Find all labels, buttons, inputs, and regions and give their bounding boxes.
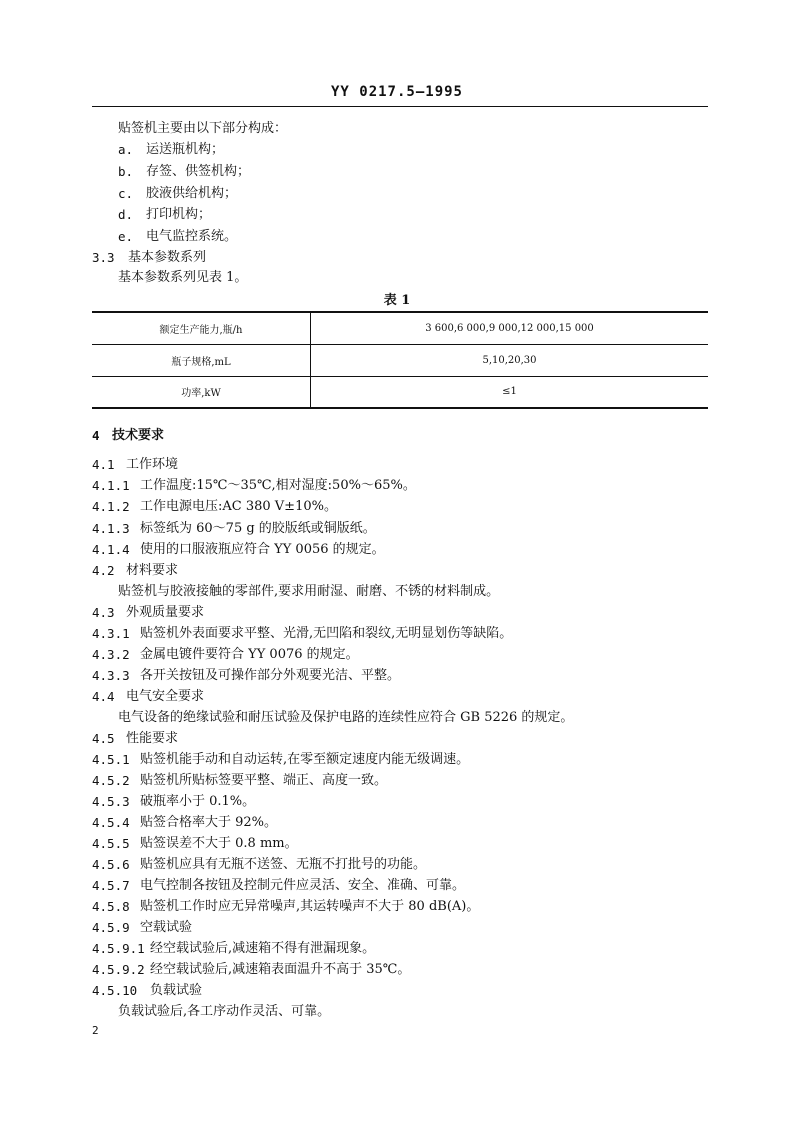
list-item-text: 电气监控系统。 (146, 229, 238, 244)
table-row (92, 344, 708, 376)
clause-title: 负载试验 (150, 983, 203, 998)
clause-text: 贴签机应具有无瓶不送签、无瓶不打批号的功能。 (140, 857, 427, 872)
table-caption: 表 1 (383, 293, 411, 308)
clause-text: 工作电源电压:AC 380 V±10%。 (140, 499, 337, 514)
section-title: 性能要求 (126, 731, 179, 746)
clause-number: 4.5.1 (92, 752, 130, 767)
list-item-text: 胶液供给机构； (146, 186, 238, 201)
section-body: 贴签机与胶液接触的零部件,要求用耐湿、耐磨、不锈的材料制成。 (118, 584, 500, 599)
clause-number: 4.5.3 (92, 794, 130, 809)
table-cell-param: 瓶子规格,mL (92, 344, 311, 376)
clause-number: 4.5.9 (92, 920, 130, 935)
intro-lead: 贴签机主要由以下部分构成： (118, 121, 288, 136)
list-item-text: 打印机构； (146, 207, 212, 222)
subclause-text: 经空载试验后,减速箱表面温升不高于 35℃。 (150, 962, 411, 977)
clause-number: 4.3.1 (92, 626, 130, 641)
standard-code-header: YY 0217.5—1995 (330, 84, 463, 100)
table-cell-value: 3 600,6 000,9 000,12 000,15 000 (425, 322, 594, 334)
clause-number: 4.3.2 (92, 647, 130, 662)
section-number: 4.2 (92, 563, 115, 578)
clause-number: 4.5.7 (92, 878, 130, 893)
section-number: 4.1 (92, 457, 115, 472)
table-cell-value: 5,10,20,30 (482, 354, 537, 366)
subclause-text: 经空载试验后,减速箱不得有泄漏现象。 (150, 941, 376, 956)
section-number: 4.4 (92, 689, 115, 704)
chapter-number: 4 (92, 428, 100, 443)
parameter-table (92, 311, 708, 409)
clause-number: 4.1.4 (92, 542, 130, 557)
list-item-label: e. (118, 229, 134, 244)
clause-number: 4.5.10 (92, 983, 138, 998)
clause-text: 贴签机能手动和自动运转,在零至额定速度内能无级调速。 (140, 752, 470, 767)
clause-number: 4.3.3 (92, 668, 130, 683)
subclause-number: 4.5.9.1 (92, 941, 145, 956)
clause-number: 4.1.3 (92, 521, 130, 536)
clause-number: 4.5.8 (92, 899, 130, 914)
section-number: 3.3 (92, 250, 115, 265)
clause-text: 标签纸为 60～75 g 的胶版纸或铜版纸。 (140, 521, 376, 536)
list-item-label: a. (118, 142, 134, 157)
clause-text: 工作温度:15℃～35℃,相对湿度:50%～65%。 (140, 478, 416, 493)
clause-text: 贴签机工作时应无异常噪声,其运转噪声不大于 80 dB(A)。 (140, 899, 480, 914)
section-number: 4.3 (92, 605, 115, 620)
table-cell-value: ≤1 (502, 386, 517, 398)
clause-text: 电气控制各按钮及控制元件应灵活、安全、准确、可靠。 (140, 878, 466, 893)
clause-text: 贴签机所贴标签要平整、端正、高度一致。 (140, 773, 388, 788)
clause-number: 4.5.6 (92, 857, 130, 872)
table-cell-param: 额定生产能力,瓶/h (92, 312, 311, 344)
clause-number: 4.1.1 (92, 478, 130, 493)
section-title: 电气安全要求 (126, 689, 205, 704)
clause-number: 4.5.4 (92, 815, 130, 830)
section-body: 负载试验后,各工序动作灵活、可靠。 (118, 1004, 331, 1019)
section-body: 基本参数系列见表 1。 (118, 270, 248, 285)
clause-title: 空载试验 (140, 920, 193, 935)
subclause-number: 4.5.9.2 (92, 962, 145, 977)
list-item-text: 存签、供签机构； (146, 164, 251, 179)
list-item-label: c. (118, 186, 134, 201)
clause-text: 贴签误差不大于 0.8 mm。 (140, 836, 298, 851)
clause-number: 4.5.5 (92, 836, 130, 851)
chapter-title: 技术要求 (112, 428, 165, 443)
section-title: 材料要求 (126, 563, 179, 578)
list-item-label: d. (118, 207, 134, 222)
clause-text: 贴签机外表面要求平整、光滑,无凹陷和裂纹,无明显划伤等缺陷。 (140, 626, 513, 641)
list-item-label: b. (118, 164, 134, 179)
clause-text: 贴签合格率大于 92%。 (140, 815, 278, 830)
section-title: 外观质量要求 (126, 605, 205, 620)
clause-text: 破瓶率小于 0.1%。 (140, 794, 256, 809)
header-rule (92, 106, 708, 107)
clause-text: 金属电镀件要符合 YY 0076 的规定。 (140, 647, 359, 662)
clause-number: 4.5.2 (92, 773, 130, 788)
table-row (92, 312, 708, 344)
table-row (92, 376, 708, 408)
clause-text: 各开关按钮及可操作部分外观要光洁、平整。 (140, 668, 401, 683)
section-title: 工作环境 (126, 457, 179, 472)
clause-number: 4.1.2 (92, 499, 130, 514)
table-cell-param: 功率,kW (92, 376, 311, 408)
section-title: 基本参数系列 (128, 250, 207, 265)
list-item-text: 运送瓶机构； (146, 142, 225, 157)
clause-text: 使用的口服液瓶应符合 YY 0056 的规定。 (140, 542, 385, 557)
page-number: 2 (92, 1024, 99, 1037)
section-number: 4.5 (92, 731, 115, 746)
section-body: 电气设备的绝缘试验和耐压试验及保护电路的连续性应符合 GB 5226 的规定。 (118, 710, 574, 725)
